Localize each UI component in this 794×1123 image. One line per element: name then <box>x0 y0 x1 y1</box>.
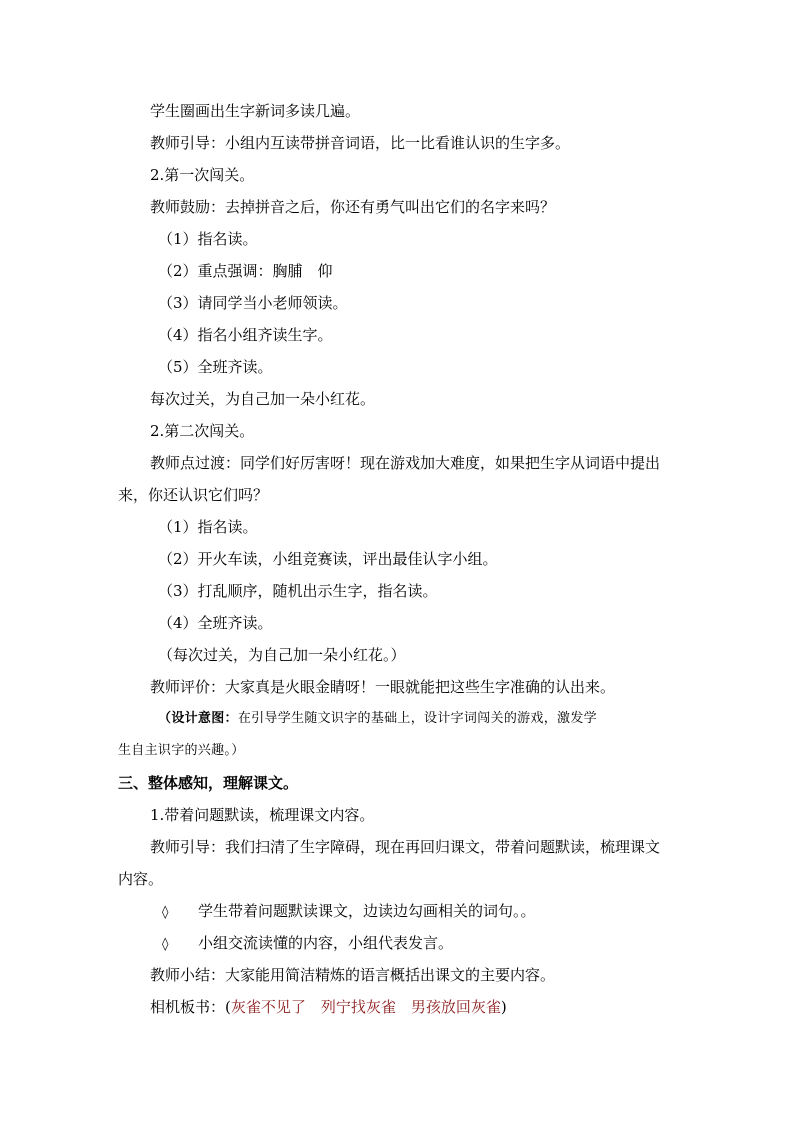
design-open-paren: （ <box>158 711 172 726</box>
paragraph-transition-line1: 教师点过渡：同学们好厉害呀！现在游戏加大难度，如果把生字从词语中提出 <box>150 454 661 472</box>
design-intent-text: 在引导学生随文识字的基础上，设计字词闯关的游戏，激发学 <box>237 711 597 726</box>
design-intent-label: 设计意图： <box>171 711 238 726</box>
paragraph-circle-words: 学生圈画出生字新词多读几遍。 <box>150 102 361 120</box>
diamond-bullet-icon: ◊ <box>162 905 169 920</box>
list-item-3: （3）请同学当小老师领读。 <box>158 294 348 312</box>
bullet-item-2 <box>162 933 453 955</box>
bullet-text-2: 小组交流读懂的内容，小组代表发言。 <box>198 934 454 952</box>
board-writing-suffix: ) <box>500 998 507 1016</box>
bullet-text-1: 学生带着问题默读课文，边读边勾画相关的词句。。 <box>198 902 536 920</box>
list-item-b2: （2）开火车读，小组竞赛读，评出最佳认字小组。 <box>158 550 498 568</box>
paragraph-teacher-guide-2-line1: 教师引导：我们扫清了生字障碍，现在再回归课文，带着问题默读，梳理课文 <box>150 838 661 856</box>
paragraph-teacher-guide-2-line2: 内容。 <box>118 870 164 888</box>
board-writing-prefix: 相机板书：( <box>150 998 231 1016</box>
design-intent-line2: 生自主识字的兴趣。） <box>118 743 245 758</box>
list-item-5: （5）全班齐读。 <box>158 358 273 376</box>
list-item-b4: （4）全班齐读。 <box>158 614 273 632</box>
paragraph-reward-2: （每次过关，为自己加一朵小红花。） <box>158 646 406 664</box>
step-second-challenge: 2.第二次闯关。 <box>150 422 255 440</box>
section-heading-3: 三、整体感知，理解课文。 <box>118 774 299 792</box>
list-item-b1: （1）指名读。 <box>158 518 258 536</box>
paragraph-teacher-guide-1: 教师引导：小组内互读带拼音词语，比一比看谁认识的生字多。 <box>150 134 571 152</box>
paragraph-teacher-encourage: 教师鼓励：去掉拼音之后，你还有勇气叫出它们的名字来吗？ <box>150 198 556 216</box>
step-first-challenge: 2.第一次闯关。 <box>150 166 255 184</box>
list-item-2: （2）重点强调：胸脯 仰 <box>158 262 333 280</box>
list-item-1: （1）指名读。 <box>158 230 258 248</box>
paragraph-teacher-summary: 教师小结：大家能用简洁精炼的语言概括出课文的主要内容。 <box>150 966 556 984</box>
paragraph-transition-line2: 来，你还认识它们吗？ <box>118 486 269 504</box>
paragraph-reward: 每次过关，为自己加一朵小红花。 <box>150 390 376 408</box>
step-silent-reading: 1.带着问题默读，梳理课文内容。 <box>150 806 375 824</box>
board-writing-content: 灰雀不见了 列宁找灰雀 男孩放回灰雀 <box>230 998 501 1016</box>
bullet-item-1 <box>162 901 536 923</box>
paragraph-board-writing <box>150 997 507 1017</box>
paragraph-teacher-evaluation: 教师评价：大家真是火眼金睛呀！一眼就能把这些生字准确的认出来。 <box>150 678 616 696</box>
design-intent-line1 <box>158 709 597 729</box>
diamond-bullet-icon: ◊ <box>162 937 169 952</box>
list-item-4: （4）指名小组齐读生字。 <box>158 326 333 344</box>
list-item-b3: （3）打乱顺序，随机出示生字，指名读。 <box>158 582 438 600</box>
